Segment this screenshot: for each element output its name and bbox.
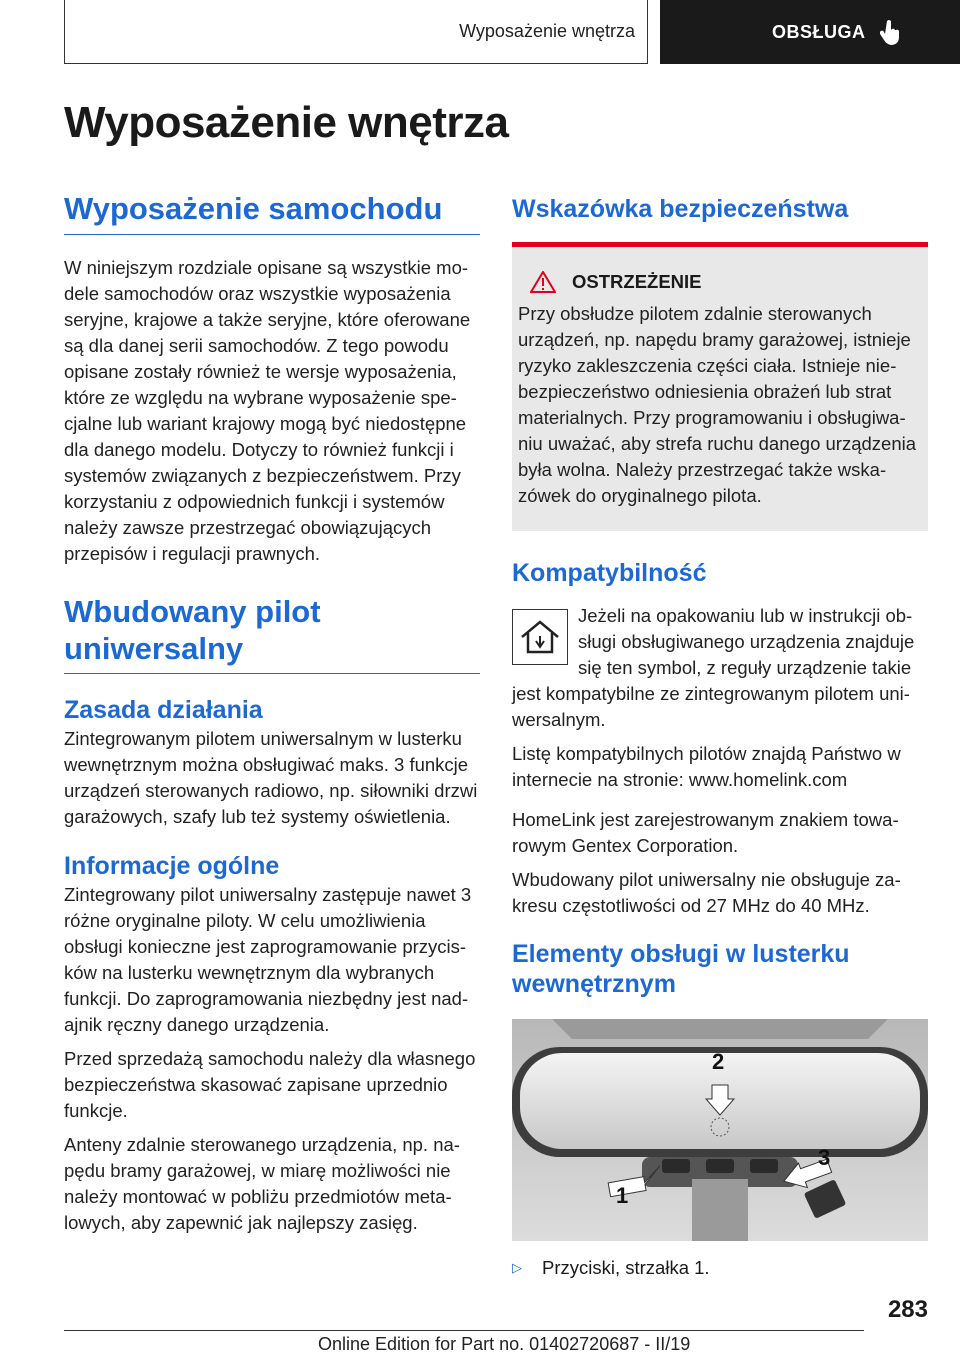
heading-informacje-ogolne: Informacje ogólne: [64, 852, 280, 880]
page-number: 283: [887, 1296, 928, 1323]
hand-pointer-icon: [880, 19, 902, 45]
page-title: Wyposażenie wnętrza: [64, 98, 509, 147]
warning-text: Przy obsłudze pilotem zdalnie sterowanych urządzeń, np. napędu bramy garażowej, istnieje ryzyko zakleszczenia części ciała. Istnieje niebezpieczeństwo odniesienia obrażeń lub strat materialnych. Przy programowaniu i obsługiwaniu uważać, aby strefa ruchu danego urządzenia była wolna. Należy przestrzegać także wskazówek do oryginalnego pilota.: [518, 303, 917, 506]
header-chapter-tab: [660, 0, 960, 64]
bullet-text: Przyciski, strzałka 1.: [542, 1257, 710, 1278]
heading-wbudowany-pilot: Wbudowany pilot uniwersalny: [64, 593, 480, 674]
footer-edition: Online Edition for Part no. 01402720687 - II/19: [318, 1334, 691, 1354]
paragraph-info-1: Zintegrowany pilot uniwersalny zastępuje nawet 3 różne oryginalne piloty. W celu umożliwienia obsługi konieczne jest zaprogramowanie przycisków na lusterku wewnętrznym dla wybranych funkcji. Do zaprogramowania niezbędny jest nadajnik ręczny danego urządzenia.: [64, 884, 472, 1035]
footer-divider: [64, 1330, 864, 1331]
paragraph-kompat-3: HomeLink jest zarejestrowanym znakiem towarowym Gentex Corporation.: [512, 809, 899, 856]
callout-3: 3: [818, 1145, 831, 1170]
heading-elementy-obslugi: Elementy obsługi w lusterku wewnętrznym: [512, 940, 850, 998]
warning-triangle-icon: [530, 271, 556, 293]
paragraph-samochodu: W niniejszym rozdziale opisane są wszystkie modele samochodów oraz wszystkie wyposażenia seryjne, krajowe a także seryjne, które oferowane są dla danej serii samochodów. Z tego powodu opisane zostały również te wersje wyposażenia, które ze względu na wybrane wyposażenie specjalne lub wariant krajowy mogą być niedostępne dla danego modelu. Dotyczy to również funkcji i systemów związanych z bezpieczeństwem. Przy korzystaniu z odpowiednich funkcji i systemów należy zawsze przestrzegać obowiązujących przepisów i regulacji prawnych.: [64, 257, 471, 564]
warning-header: [518, 271, 920, 293]
paragraph-kompat-1b: jest kompatybilne ze zintegrowanym pilotem uniwersalnym.: [512, 683, 910, 730]
heading-wyposazenie-samochodu: Wyposażenie samochodu: [64, 190, 480, 235]
callout-1: 1: [616, 1183, 629, 1208]
triangle-bullet-icon: ▷: [512, 1260, 522, 1275]
header-section-tab: [64, 0, 648, 64]
callout-2: 2: [712, 1049, 725, 1074]
left-column: [64, 190, 480, 1236]
paragraph-info-2: Przed sprzedażą samochodu należy dla własnego bezpieczeństwa skasować zapisane uprzednio funkcje.: [64, 1048, 476, 1121]
paragraph-info-3: Anteny zdalnie sterowanego urządzenia, np. napędu bramy garażowej, w miarę możliwości nie należy montować w pobliżu przedmiotów metalowych, aby zapewnić jak najlepszy zasięg.: [64, 1134, 460, 1233]
right-column: [512, 190, 928, 1281]
paragraph-kompat-1: Jeżeli na opakowaniu lub w instrukcji obsługi obsługiwanego urządzenia znajduje się ten symbol, z reguły urządzenie takie: [578, 605, 915, 678]
heading-kompatybilnosc: Kompatybilność: [512, 559, 707, 587]
warning-title: OSTRZEŻENIE: [572, 271, 702, 292]
heading-wskazowka-bezpieczenstwa: Wskazówka bezpieczeństwa: [512, 195, 849, 223]
compat-block: [512, 603, 928, 733]
warning-box: [512, 242, 928, 531]
header-section-title: Wyposażenie wnętrza: [459, 21, 635, 41]
mirror-photo: [512, 1019, 928, 1241]
homelink-house-icon: [512, 609, 568, 665]
paragraph-kompat-2: Listę kompatybilnych pilotów znajdą Państwo w internecie na stronie: www.homelink.com: [512, 743, 901, 790]
header-chapter-title: OBSŁUGA: [772, 21, 866, 42]
paragraph-kompat-4: Wbudowany pilot uniwersalny nie obsługuje zakresu częstotliwości od 27 MHz do 40 MHz.: [512, 869, 901, 916]
paragraph-zasada: Zintegrowanym pilotem uniwersalnym w lusterku wewnętrznym można obsługiwać maks. 3 funkcje urządzeń sterowanych radiowo, np. siłowniki drzwi garażowych, szafy lub też systemy oświetlenia.: [64, 728, 478, 827]
list-item: [512, 1255, 928, 1281]
heading-zasada-dzialania: Zasada działania: [64, 696, 263, 724]
